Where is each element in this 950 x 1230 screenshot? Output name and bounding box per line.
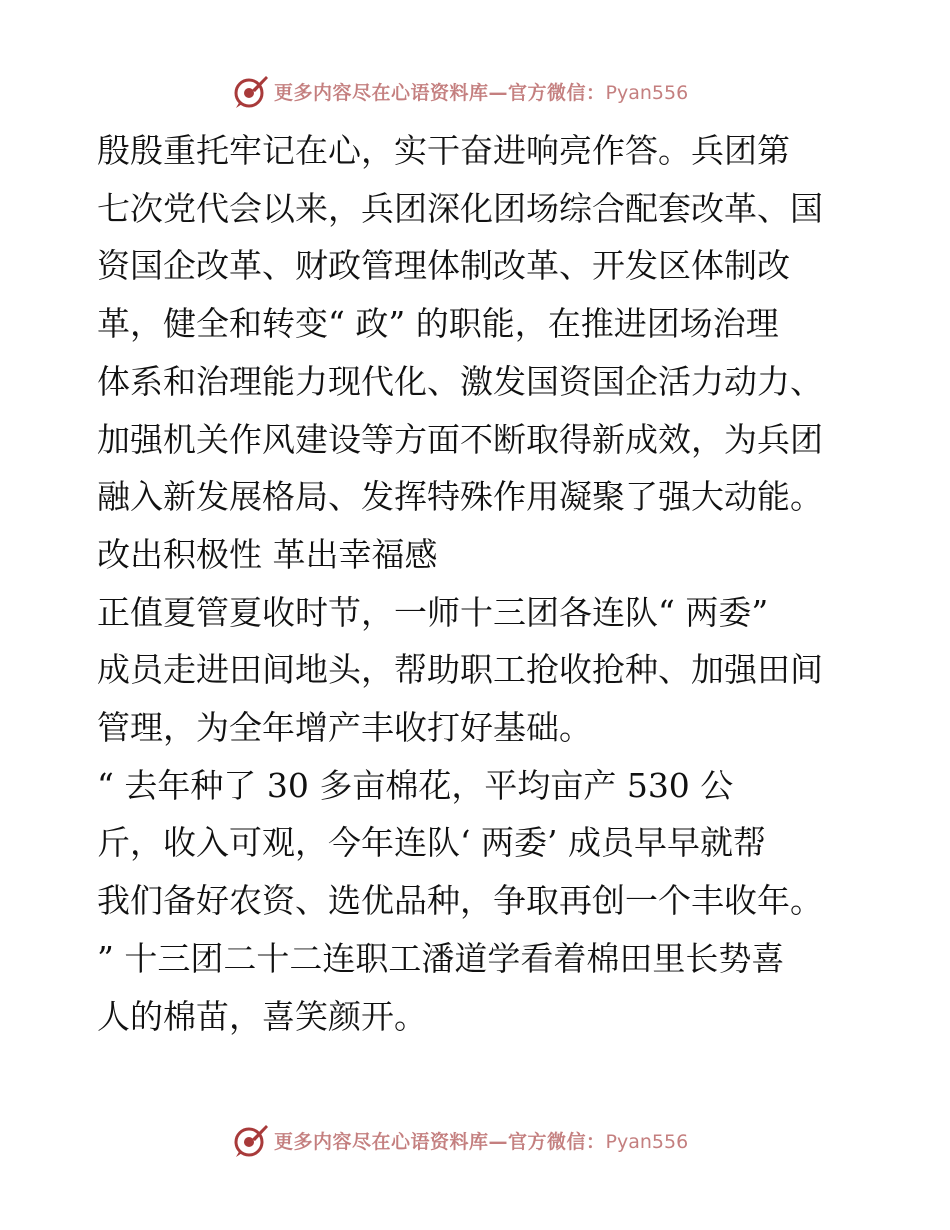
text-line: ” 十三团二十二连职工潘道学看着棉田里长势喜 xyxy=(97,938,785,978)
text-line: “ 去年种了 30 多亩棉花，平均亩产 530 公 xyxy=(97,765,734,805)
text-line: 人的棉苗，喜笑颜开。 xyxy=(97,996,427,1036)
text-line: 成员走进田间地头，帮助职工抢收抢种、加强田间 xyxy=(97,650,823,690)
header-banner-wechat-id: Pyan556 xyxy=(605,81,689,104)
text-line: 七次党代会以来，兵团深化团场综合配套改革、国 xyxy=(97,188,823,228)
text-line: 体系和治理能力现代化、激发国资国企活力动力、 xyxy=(97,361,823,401)
document-body xyxy=(97,122,857,1045)
text-line: 管理，为全年增产丰收打好基础。 xyxy=(97,708,592,748)
text-line: 加强机关作风建设等方面不断取得新成效，为兵团 xyxy=(97,419,823,459)
header-banner-label: 更多内容尽在心语资料库—官方微信： xyxy=(274,81,606,104)
text-line: 革，健全和转变“ 政” 的职能，在推进团场治理 xyxy=(97,304,779,344)
text-line: 资国企改革、财政管理体制改革、开发区体制改 xyxy=(97,246,790,286)
text-line: 斤，收入可观，今年连队‘ 两委’ 成员早早就帮 xyxy=(97,823,766,863)
header-banner-text xyxy=(274,78,688,105)
footer-banner-text xyxy=(274,1127,688,1154)
footer-banner xyxy=(232,1120,688,1160)
footer-banner-wechat-id: Pyan556 xyxy=(605,1130,689,1153)
quill-logo-icon xyxy=(232,73,270,109)
text-line: 我们备好农资、选优品种，争取再创一个丰收年。 xyxy=(97,881,823,921)
header-banner xyxy=(232,71,688,111)
quill-logo-icon xyxy=(232,1122,270,1158)
text-line: 融入新发展格局、发挥特殊作用凝聚了强大动能。 xyxy=(97,477,823,517)
text-line: 正值夏管夏收时节，一师十三团各连队“ 两委” xyxy=(97,592,769,632)
section-heading: 改出积极性 革出幸福感 xyxy=(97,534,438,574)
text-line: 殷殷重托牢记在心，实干奋进响亮作答。兵团第 xyxy=(97,131,790,170)
footer-banner-label: 更多内容尽在心语资料库—官方微信： xyxy=(274,1130,606,1153)
